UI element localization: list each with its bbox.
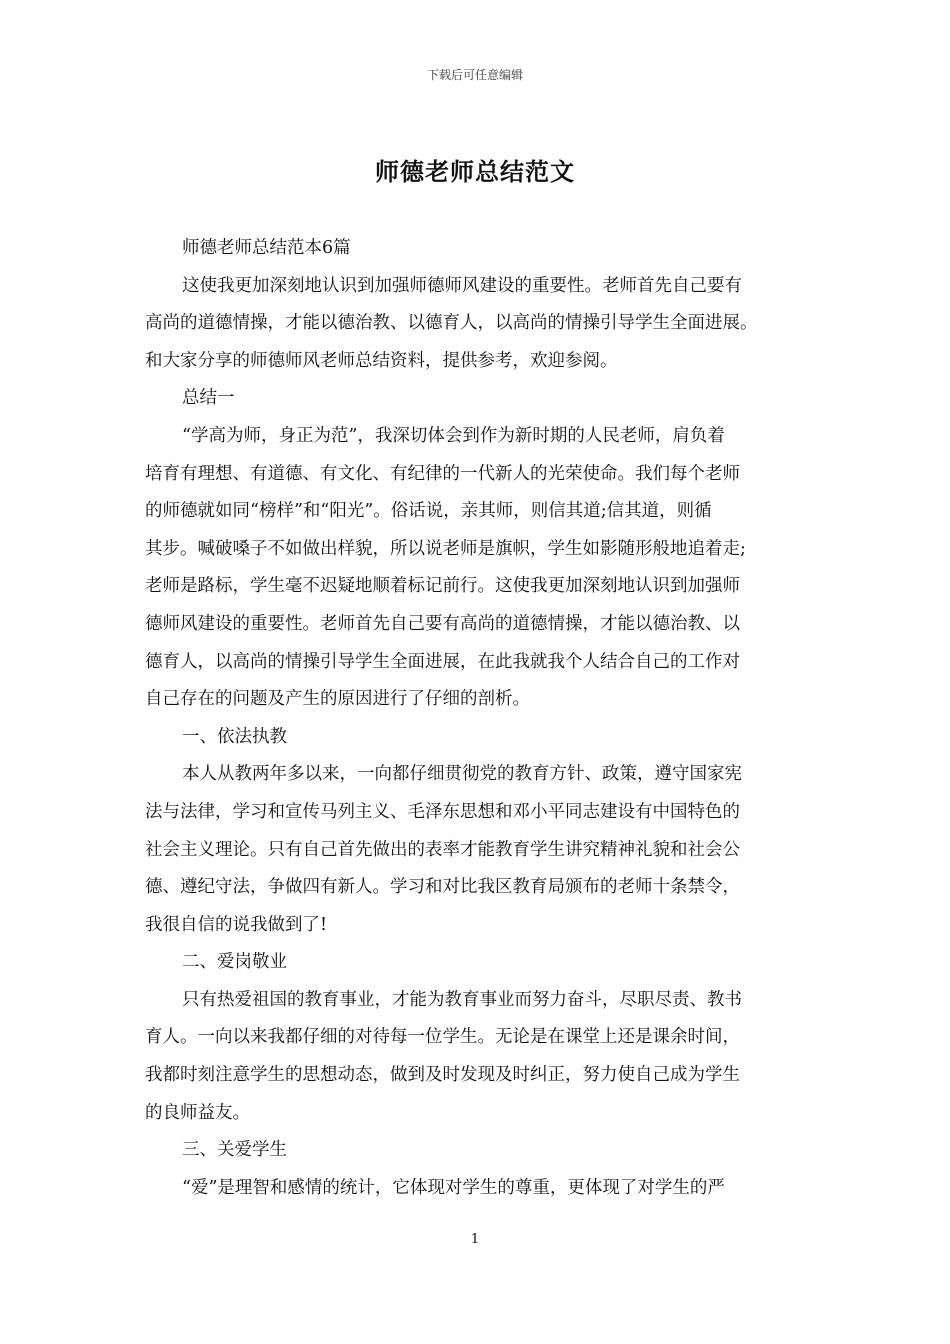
- text-line: 自己存在的问题及产生的原因进行了仔细的剖析。: [145, 689, 530, 710]
- text-line: 德育人，以高尚的情操引导学生全面进展，在此我就我个人结合自己的工作对: [145, 651, 740, 672]
- text-line: 德、遵纪守法，争做四有新人。学习和对比我区教育局颁布的老师十条禁令，: [145, 877, 740, 898]
- text-line: “爱”是理智和感情的统计，它体现对学生的尊重，更体现了对学生的严: [182, 1177, 725, 1198]
- text-line: 和大家分享的师德师风老师总结资料，提供参考，欢迎参阅。: [145, 350, 618, 371]
- header-note: 下载后可任意编辑: [426, 68, 523, 82]
- text-line: 我都时刻注意学生的思想动态，做到及时发现及时纠正，努力使自己成为学生: [145, 1065, 740, 1086]
- text-line: 其步。喊破嗓子不如做出样貌，所以说老师是旗帜，学生如影随形般地追着走;: [145, 538, 746, 559]
- text-line: 总结一: [182, 388, 235, 409]
- text-line: 我很自信的说我做到了!: [145, 914, 328, 935]
- text-line: 只有热爱祖国的教育事业，才能为教育事业而努力奋斗，尽职尽责、教书: [182, 989, 742, 1010]
- text-line: 三、关爱学生: [182, 1140, 287, 1161]
- text-line: 培育有理想、有道德、有文化、有纪律的一代新人的光荣使命。我们每个老师: [145, 463, 740, 484]
- text-line: 一、依法执教: [182, 726, 287, 747]
- page-number: 1: [470, 1232, 480, 1247]
- text-line: 法与法律，学习和宣传马列主义、毛泽东思想和邓小平同志建设有中国特色的: [145, 801, 740, 822]
- text-line: 这使我更加深刻地认识到加强师德师风建设的重要性。老师首先自己要有: [182, 275, 742, 296]
- text-line: 本人从教两年多以来，一向都仔细贯彻党的教育方针、政策，遵守国家宪: [182, 764, 742, 785]
- text-line: 社会主义理论。只有自己首先做出的表率才能教育学生讲究精神礼貌和社会公: [145, 839, 740, 860]
- document-body: [145, 230, 807, 1207]
- text-line: 德师风建设的重要性。老师首先自己要有高尚的道德情操，才能以德治教、以: [145, 613, 740, 634]
- text-line: 育人。一向以来我都仔细的对待每一位学生。无论是在课堂上还是课余时间，: [145, 1027, 740, 1048]
- text-line: 老师是路标，学生毫不迟疑地顺着标记前行。这使我更加深刻地认识到加强师: [145, 576, 740, 597]
- text-line: 二、爱岗敬业: [182, 952, 287, 973]
- text-line: 师德老师总结范本6篇: [182, 238, 351, 258]
- text-line: “学高为师，身正为范”，我深切体会到作为新时期的人民老师，肩负着: [182, 425, 725, 446]
- text-line: 的师德就如同“榜样”和“阳光”。俗话说，亲其师，则信其道;信其道，则循: [145, 501, 712, 522]
- text-line: 的良师益友。: [145, 1102, 250, 1123]
- text-line: 高尚的道德情操，才能以德治教、以德育人，以高尚的情操引导学生全面进展。: [145, 313, 758, 334]
- document-title: 师德老师总结范文: [375, 157, 575, 186]
